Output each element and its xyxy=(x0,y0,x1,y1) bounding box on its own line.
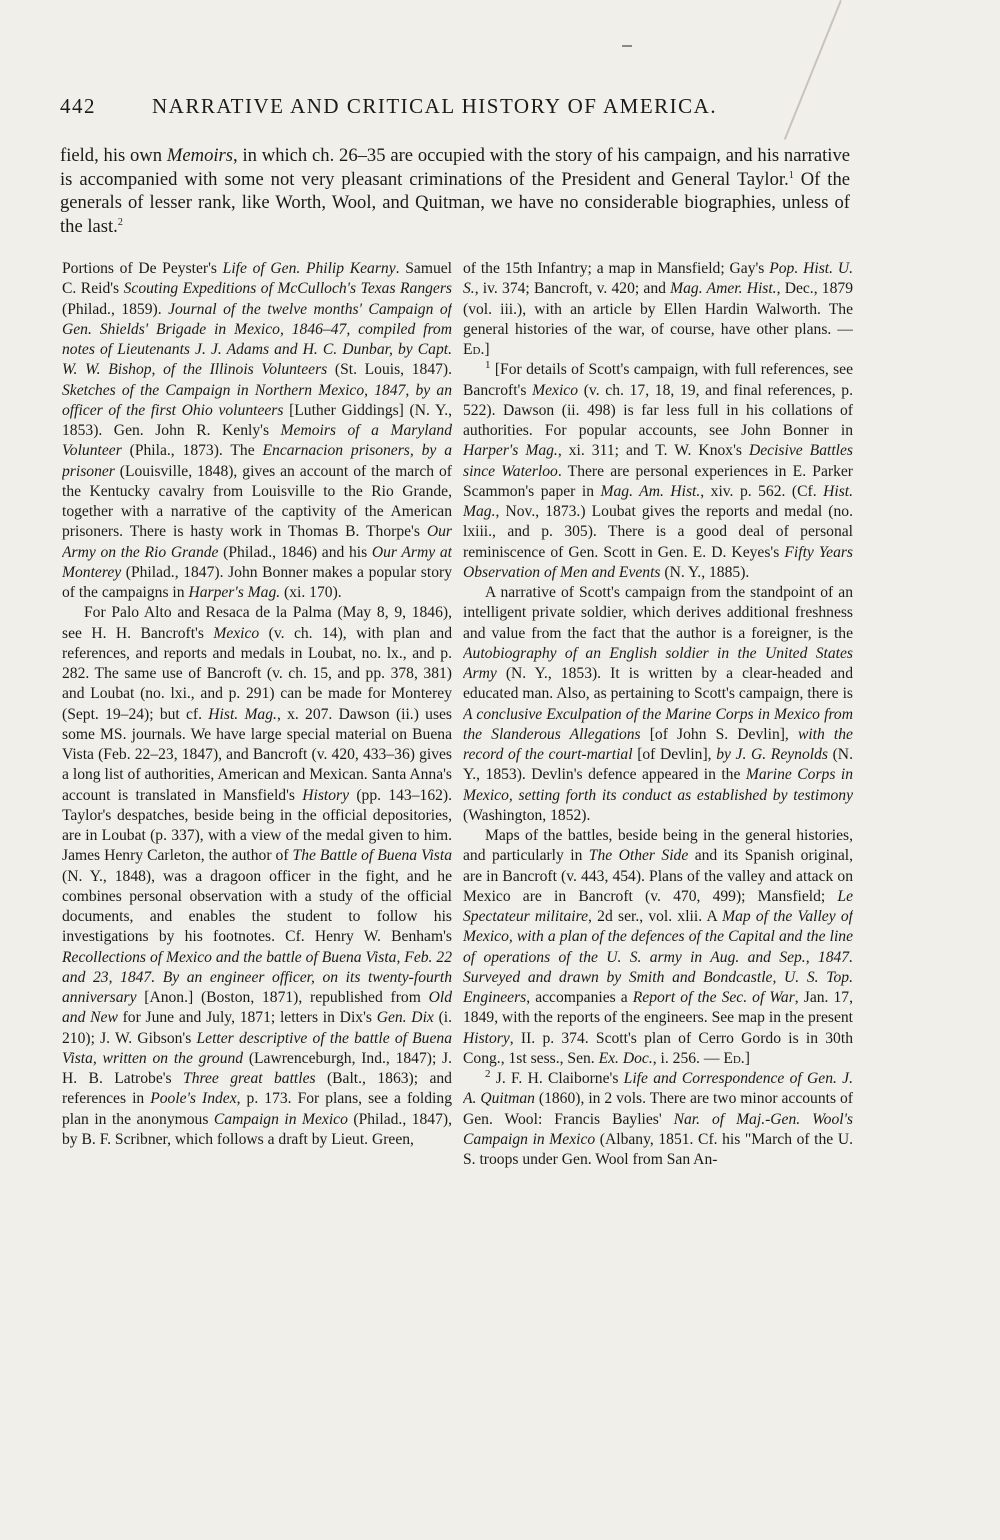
italic-title: Three great battles xyxy=(183,1070,316,1087)
text-run: [Luther Giddings] (N. Y., 1853). Gen. John R. Kenly's xyxy=(62,401,452,439)
text-run: [of John S. Devlin], xyxy=(640,725,798,743)
text-run: (N. Y., 1853). It is written by a clear-headed and educated man. Also, as pertaining to Scott's campaign, there is xyxy=(463,665,853,703)
italic-title: Our Army at Monterey xyxy=(62,543,452,581)
italic-title: Poole's Index xyxy=(150,1090,237,1108)
italic-title: History xyxy=(302,786,350,804)
text-run: (N. Y., 1853). Devlin's defence appeared in the xyxy=(463,746,853,784)
text-run: and its Spanish original, are in Bancroft (v. 443, 454). Plans of the valley and attack on Mexico are in Bancroft (v. 470, 499); Mansfield; xyxy=(463,847,853,905)
footnote-number: 1 xyxy=(485,359,491,372)
text-run: , p. 173. For plans, see a folding plan in the anonymous xyxy=(62,1090,452,1128)
italic-title: Life of Gen. Philip Kearny xyxy=(222,260,396,277)
text-run: [of Devlin], xyxy=(632,746,717,763)
text-run: , x. 207. Dawson (ii.) uses some MS. journals. We have large special material on Buena Vista (Feb. 22–23, 1847), and Bancroft (v. 420, 433–36) gives a long list of authorities, American and Mexican. Santa Anna's account is translated in Mansfield's xyxy=(62,705,452,804)
text-run: (St. Louis, 1847). xyxy=(327,361,452,379)
footnote-number: 2 xyxy=(485,1067,491,1080)
note-paragraph xyxy=(463,360,853,583)
italic-title: Le Spectateur militaire xyxy=(463,887,853,925)
page-number: 442 xyxy=(60,94,96,118)
italic-title: Report of the Sec. of War xyxy=(632,989,795,1006)
scan-mark xyxy=(622,45,632,47)
italic-title: The Other Side xyxy=(588,847,689,865)
text-run: (Philad., 1846) and his xyxy=(218,543,372,561)
note-paragraph xyxy=(463,259,853,360)
text-run: (Lawrenceburgh, Ind., 1847); J. H. B. Latrobe's xyxy=(62,1049,452,1087)
italic-title: Harper's Mag. xyxy=(188,584,281,601)
italic-title: Gen. Dix xyxy=(376,1009,434,1027)
text-run: (Philad., 1859). xyxy=(62,300,169,318)
italic-title: by J. G. Reynolds xyxy=(716,746,828,763)
text-run: (1860), in 2 vols. There are two minor accounts of Gen. Wool: Francis Baylies' xyxy=(463,1090,853,1128)
italic-title: Decisive Battles since Waterloo xyxy=(463,442,853,480)
text-run: , accompanies a xyxy=(526,989,633,1006)
editor-mark: Ed. xyxy=(463,341,485,358)
text-run: , 2d ser., vol. xlii. A xyxy=(588,908,723,925)
italic-title: Mag. Am. Hist. xyxy=(600,482,701,500)
text-run: . There are personal experiences in E. Parker Scammon's paper in xyxy=(463,462,853,500)
italic-title: Sketches of the Campaign in Northern Mexico, 1847, by an officer of the first Ohio volunteers xyxy=(62,381,452,419)
text-run: , II. p. 374. Scott's plan of Cerro Gordo is in 30th Cong., 1st sess., Sen. xyxy=(463,1029,853,1067)
text-run: (Washington, 1852). xyxy=(463,806,591,824)
text-run: Maps of the battles, beside being in the general histories, and particularly in xyxy=(463,827,853,865)
text-run: field, his own xyxy=(60,145,167,166)
text-run: of the 15th Infantry; a map in Mansfield; Gay's xyxy=(463,260,770,277)
text-run: A narrative of Scott's campaign from the standpoint of an intelligent private soldier, which derives additional freshness and value from the fact that the author is a foreigner, is the xyxy=(463,584,853,642)
text-run: ] xyxy=(744,1049,750,1067)
text-run: , xiv. p. 562. (Cf. xyxy=(700,482,824,500)
italic-title: Harper's Mag. xyxy=(463,442,558,460)
text-run: [Anon.] (Boston, 1871), republished from xyxy=(136,989,429,1006)
text-run: (Albany, 1851. Cf. his "March of the U. S. troops under Gen. Wool from San An- xyxy=(463,1130,853,1168)
italic-title: Nar. of Maj.-Gen. Wool's Campaign in Mexico xyxy=(463,1110,853,1148)
italic-title: Marine Corps in Mexico, setting forth its conduct as established by testimony xyxy=(463,766,853,804)
italic-title: Mexico xyxy=(532,381,579,399)
running-header xyxy=(60,94,930,126)
text-run: , Dec., 1879 (vol. iii.), with an article by Ellen Hardin Walworth. The general histories of the war, of course, have other plans. — xyxy=(463,280,853,338)
running-title: NARRATIVE AND CRITICAL HISTORY OF AMERICA. xyxy=(152,94,718,118)
italic-title: Hist. Mag. xyxy=(463,482,853,520)
italic-title: Life and Correspondence of Gen. J. A. Quitman xyxy=(463,1070,853,1108)
text-run: (Balt., 1863); and references in xyxy=(62,1070,452,1108)
italic-title: Journal of the twelve months' Campaign of Gen. Shields' Brigade in Mexico, 1846–47, compiled from notes of Lieutenants J. J. Adams and H. C. Dunbar, by Capt. W. W. Bishop, of the Illinois Volunteers xyxy=(62,300,452,379)
note-paragraph xyxy=(463,1069,853,1170)
text-run: (v. ch. 14), with plan and references, and reports and medals in Loubat, no. lx., and p. 282. The same use of Bancroft (v. ch. 15, and pp. 378, 381) and Loubat (no. lxi., and p. 291) can be made for Monterey (Sept. 19–24); but cf. xyxy=(62,624,452,723)
italic-title: Old and New xyxy=(62,989,452,1027)
italic-title: Pop. Hist. U. S. xyxy=(463,260,853,298)
footnote-reference: 1 xyxy=(788,169,794,181)
text-run: (Phila., 1873). The xyxy=(121,442,263,460)
text-run: , Jan. 17, 1849, with the reports of the engineers. See map in the present xyxy=(463,989,853,1027)
text-run: . Samuel C. Reid's xyxy=(62,260,452,298)
italic-title: Ex. Doc. xyxy=(598,1049,653,1067)
italic-title: Autobiography of an English soldier in the United States Army xyxy=(463,644,853,682)
italic-title: Hist. Mag. xyxy=(208,705,277,723)
text-run: for June and July, 1871; letters in Dix's xyxy=(117,1009,377,1027)
italic-title: A conclusive Exculpation of the Marine Corps in Mexico from the Slanderous Allegations xyxy=(463,705,853,743)
text-run: (v. ch. 17, 18, 19, and final references, p. 522). Dawson (ii. 498) is far less full in his collations of authorities. For popular accounts, see John Bonner in xyxy=(463,381,853,439)
left-footnote-column xyxy=(62,259,452,1419)
italic-title: Mag. Amer. Hist. xyxy=(670,280,777,298)
italic-title: Our Army on the Rio Grande xyxy=(62,523,452,561)
editor-mark: Ed. xyxy=(723,1049,745,1067)
text-run: (Philad., 1847), by B. F. Scribner, which follows a draft by Lieut. Green, xyxy=(62,1110,452,1148)
intro-paragraph xyxy=(60,144,850,238)
italic-title: The Battle of Buena Vista xyxy=(292,847,452,865)
italic-title: with the record of the court-martial xyxy=(463,725,853,763)
italic-title: Scouting Expeditions of McCulloch's Texas Rangers xyxy=(123,280,452,298)
italic-title: Campaign in Mexico xyxy=(213,1110,348,1128)
text-run: [For details of Scott's campaign, with full references, see Bancroft's xyxy=(463,361,853,399)
text-run: (Philad., 1847). John Bonner makes a popular story of the campaigns in xyxy=(62,563,452,601)
italic-title: Memoirs xyxy=(166,145,234,166)
note-paragraph xyxy=(62,259,452,603)
text-run: ] xyxy=(484,341,490,358)
italic-title: Encarnacion prisoners, by a prisoner xyxy=(62,442,452,480)
note-paragraph xyxy=(62,603,452,1150)
text-run: J. F. H. Claiborne's xyxy=(490,1070,624,1087)
italic-title: Memoirs of a Maryland Volunteer xyxy=(62,422,452,460)
italic-title: Recollections of Mexico and the battle of Buena Vista, Feb. 22 and 23, 1847. By an engineer officer, on its twenty-fourth anniversary xyxy=(62,948,452,1006)
text-run: (i. 210); J. W. Gibson's xyxy=(62,1009,452,1047)
text-run: (Louisville, 1848), gives an account of the march of the Kentucky cavalry from Louisville to the Rio Grande, together with a narrative of the captivity of the American prisoners. There is hasty work in Thomas B. Thorpe's xyxy=(62,462,452,541)
text-run: Portions of De Peyster's xyxy=(62,260,223,277)
italic-title: Mexico xyxy=(213,624,260,642)
text-run: , i. 256. — xyxy=(652,1049,724,1067)
note-paragraph xyxy=(463,826,853,1069)
text-run: , iv. 374; Bancroft, v. 420; and xyxy=(474,280,671,298)
italic-title: Map of the Valley of Mexico, with a plan of the defences of the Capital and the line of operations of the U. S. army in Aug. and Sep., 1847. Surveyed and drawn by Smith and Bondcastle, U. S. Top. Engineers xyxy=(463,908,853,1006)
text-run: , Nov., 1873.) Loubat gives the reports and medal (no. lxiii., and p. 305). There is a good deal of personal reminiscence of Gen. Scott in Gen. E. D. Keyes's xyxy=(463,503,853,561)
footnote-reference: 2 xyxy=(117,216,123,228)
text-run: , xi. 311; and T. W. Knox's xyxy=(557,442,749,460)
text-run: (N. Y., 1848), was a dragoon officer in the fight, and he combines personal observation with a study of the official documents, and enables the student to follow his investigations by his footnotes. Cf. Henry W. Benham's xyxy=(62,867,452,946)
text-run: (pp. 143–162). Taylor's despatches, beside being in the official depositories, are in Loubat (p. 337), with a view of the medal given to him. James Henry Carleton, the author of xyxy=(62,786,452,865)
text-run: , in which ch. 26–35 are occupied with the story of his campaign, and his narrative is accompanied with some not very pleasant criminations of the President and General Taylor. xyxy=(60,145,850,190)
text-run: (N. Y., 1885). xyxy=(660,563,750,581)
italic-title: Fifty Years Observation of Men and Events xyxy=(463,543,853,581)
italic-title: History xyxy=(463,1029,510,1047)
text-run: Of the generals of lesser rank, like Worth, Wool, and Quitman, we have no considerable biographies, unless of the last. xyxy=(60,168,850,237)
italic-title: Letter descriptive of the battle of Buena Vista, written on the ground xyxy=(62,1029,452,1067)
right-footnote-column xyxy=(463,259,853,1419)
intro-text xyxy=(60,144,850,238)
note-paragraph xyxy=(463,583,853,826)
text-run: (xi. 170). xyxy=(280,584,342,601)
text-run: For Palo Alto and Resaca de la Palma (May 8, 9, 1846), see H. H. Bancroft's xyxy=(62,604,452,642)
